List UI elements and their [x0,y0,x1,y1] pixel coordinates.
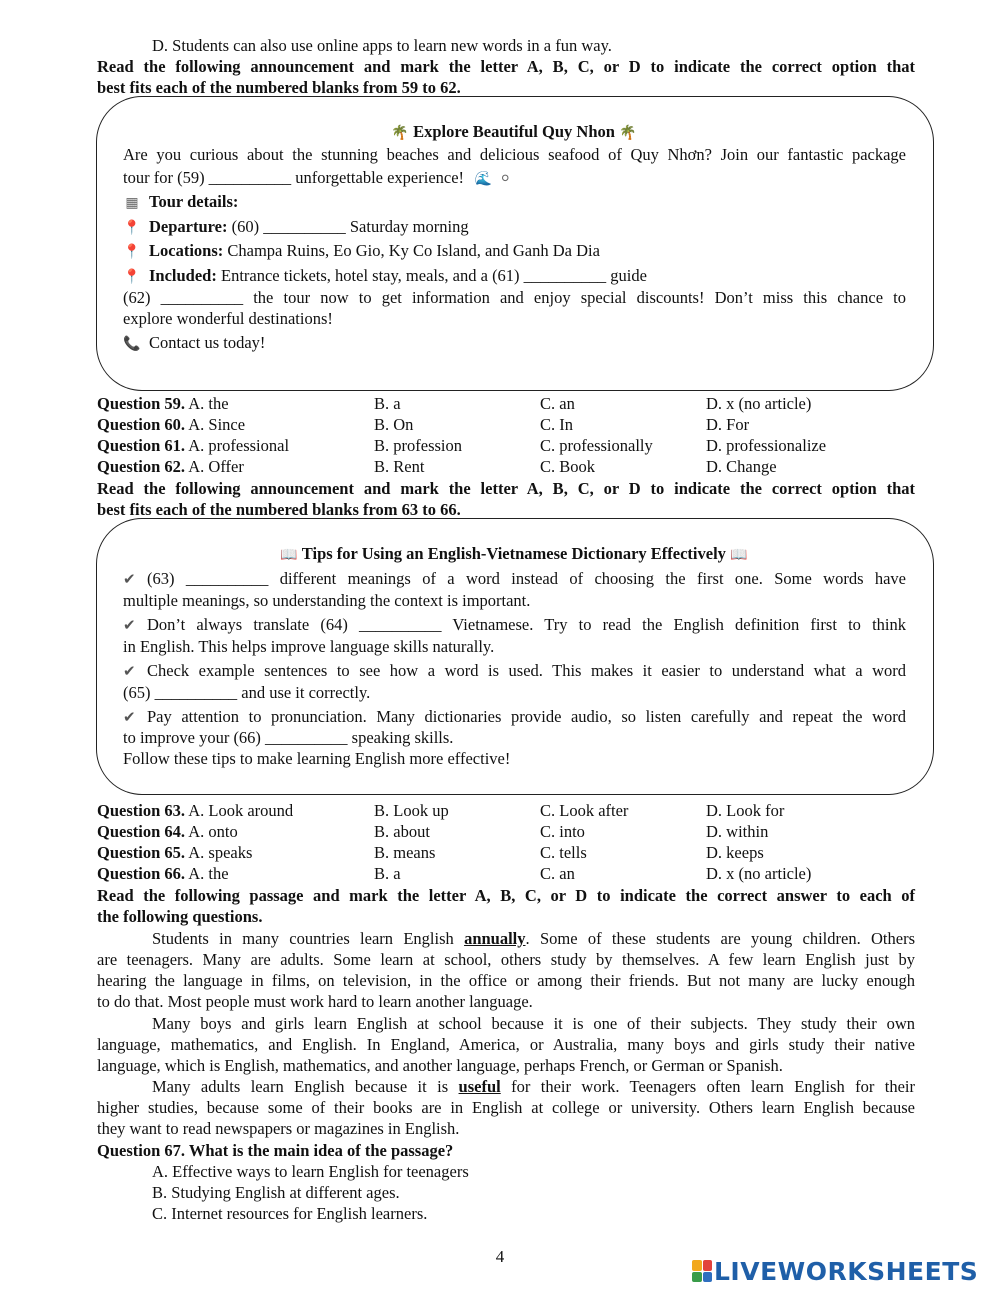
passage-p2-line2: language, mathematics, and English. In England, America, or Australia, many boys and girls study their native [97,1035,915,1054]
pin-icon: 📍 [123,220,141,236]
underlined-word: annually [464,929,526,948]
liveworksheets-logo[interactable] [692,1256,978,1286]
question-label: Question 60. [97,415,186,434]
included-label: Included: [149,266,217,285]
option-a[interactable]: A. professional [188,436,290,455]
palm-tree-icon: 🌴 [391,125,409,141]
locations-label: Locations: [149,241,224,260]
box1-para2-text: tour for (59) __________ unforgettable experience! [123,168,465,187]
instruction-1-line1: Read the following announcement and mark the letter A, B, C, or D to indicate the correct option that [97,57,915,76]
page-number: 4 [495,1247,505,1266]
passage-text: Many adults learn English because it is [152,1077,459,1096]
option-d[interactable]: D. Change [706,457,777,476]
box1-para4: explore wonderful destinations! [123,309,333,328]
question-label: Question 63. [97,801,186,820]
check-icon: ✔ [123,708,136,726]
question-row [97,842,917,863]
box1-para1: Are you curious about the stunning beaches and delicious seafood of Quy Nhơn? Join our fantastic package [123,145,906,164]
passage-p1-line4: to do that. Most people must work hard to learn another language. [97,992,533,1011]
question-label: Question 66. [97,864,186,883]
question-row [97,435,917,456]
option-c[interactable]: C. an [540,394,575,413]
option-b[interactable]: B. a [374,394,401,413]
option-c[interactable]: C. into [540,822,585,841]
question-row [97,821,917,842]
box1-departure [123,216,906,239]
question-label: Question 59. [97,394,186,413]
check-icon: ✔ [123,616,136,634]
check-icon: ✔ [123,662,136,680]
option-b[interactable]: B. means [374,843,436,862]
box2-closing: Follow these tips to make learning English more effective! [123,749,511,768]
top-option-d: D. Students can also use online apps to learn new words in a fun way. [152,36,612,55]
passage-p3-line3: they want to read newspapers or magazines in English. [97,1119,460,1138]
contact-text: Contact us today! [149,333,266,352]
question-row [97,456,917,477]
option-b[interactable]: B. Look up [374,801,449,820]
wave-icon: 🌊 [474,171,492,187]
instruction-3-line1: Read the following passage and mark the letter A, B, C, or D to indicate the correct answer to each of [97,886,915,905]
brand-icon [692,1260,712,1282]
underlined-word: useful [458,1077,501,1096]
option-c[interactable]: C. tells [540,843,587,862]
option-a[interactable]: A. Since [188,415,246,434]
passage-p1-line1 [152,928,915,949]
departure-label: Departure: [149,217,228,236]
instruction-2-line1: Read the following announcement and mark the letter A, B, C, or D to indicate the correct option that [97,479,915,498]
brand-text: LIVEWORKSHEETS [714,1256,979,1286]
passage-text: . Some of these students are young children. Others [525,929,915,948]
departure-text: (60) __________ Saturday morning [231,217,469,236]
option-a[interactable]: A. the [188,864,229,883]
option-c[interactable]: C. Book [540,457,596,476]
passage-p3-line1 [152,1076,915,1097]
box2-title [96,543,932,566]
pin-icon: 📍 [123,244,141,260]
shell-icon: ⚪ [499,171,512,187]
box1-para3: (62) __________ the tour now to get information and enjoy special discounts! Don’t miss this chance to [123,288,906,307]
phone-icon: 📞 [123,336,141,352]
option-a[interactable]: A. Offer [188,457,244,476]
passage-p3-line2: higher studies, because some of their books are in English at college or university. Others learn English because [97,1098,915,1117]
tip-3-line2: (65) __________ and use it correctly. [123,683,371,702]
option-a[interactable]: A. speaks [188,843,253,862]
option-b[interactable]: B. On [374,415,414,434]
q67-option-c[interactable]: C. Internet resources for English learners. [152,1204,428,1223]
box1-title-text: Explore Beautiful Quy Nhon [413,122,615,141]
option-b[interactable]: B. Rent [374,457,425,476]
option-d[interactable]: D. x (no article) [706,394,812,413]
passage-text: Students in many countries learn English [152,929,465,948]
instruction-1-line2: best fits each of the numbered blanks from 59 to 62. [97,78,461,97]
tip-3-line1 [123,660,906,682]
box2-title-text: Tips for Using an English-Vietnamese Dictionary Effectively [301,544,726,563]
option-c[interactable]: C. In [540,415,573,434]
tip-4-line2: to improve your (66) __________ speaking skills. [123,728,454,747]
option-a[interactable]: A. Look around [188,801,294,820]
tip-1-text: (63) __________ different meanings of a word instead of choosing the first one. Some words have [147,569,906,588]
option-c[interactable]: C. an [540,864,575,883]
option-d[interactable]: D. professionalize [706,436,827,455]
option-d[interactable]: D. keeps [706,843,764,862]
book-icon: 📖 [730,547,748,563]
question-row [97,800,917,821]
tip-4-line1 [123,706,906,728]
tip-2-line2: in English. This helps improve language skills naturally. [123,637,495,656]
question-row [97,393,917,414]
option-c[interactable]: C. Look after [540,801,629,820]
box1-contact [123,332,906,355]
palm-tree-icon: 🌴 [619,125,637,141]
option-b[interactable]: B. a [374,864,401,883]
tip-1-line1 [123,568,906,590]
question-row [97,863,917,884]
locations-text: Champa Ruins, Eo Gio, Ky Co Island, and Ganh Da Dia [227,241,600,260]
passage-text: for their work. Teenagers often learn English for their [500,1077,915,1096]
tour-details-label: Tour details: [149,192,239,211]
question-label: Question 64. [97,822,186,841]
passage-p2-line3: language, which is English, mathematics, and another language, perhaps French, or German or Spanish. [97,1056,783,1075]
question-row [97,414,917,435]
option-d[interactable]: D. For [706,415,750,434]
box1-tour-details [123,191,906,214]
box1-title [96,121,932,144]
tip-2-text: Don’t always translate (64) __________ Vietnamese. Try to read the English definition first to think [147,615,906,634]
box1-locations [123,240,906,263]
pin-icon: 📍 [123,269,141,285]
option-c[interactable]: C. professionally [540,436,653,455]
option-d[interactable]: D. within [706,822,769,841]
q67-option-b[interactable]: B. Studying English at different ages. [152,1183,400,1202]
option-d[interactable]: D. x (no article) [706,864,812,883]
option-a[interactable]: A. the [188,394,229,413]
question-label: Question 61. [97,436,186,455]
book-icon: 📖 [280,547,298,563]
option-d[interactable]: D. Look for [706,801,785,820]
tip-3-text: Check example sentences to see how a word is used. This makes it easier to understand what a word [147,661,906,680]
passage-p1-line3: hearing the language in films, on television, in the office or among their friends. But not many are lucky enough [97,971,915,990]
passage-p1-line2: are teenagers. Many are adults. Some learn at school, others study by themselves. A few learn English just by [97,950,915,969]
tip-1-line2: multiple meanings, so understanding the context is important. [123,591,531,610]
calendar-icon: ▦ [125,195,139,211]
box1-included [123,265,906,288]
question-67-stem: Question 67. What is the main idea of the passage? [97,1141,454,1160]
question-label: Question 65. [97,843,186,862]
option-a[interactable]: A. onto [188,822,238,841]
instruction-3-line2: the following questions. [97,907,263,926]
check-icon: ✔ [123,570,136,588]
box1-para2 [123,167,906,190]
question-label: Question 62. [97,457,186,476]
option-b[interactable]: B. profession [374,436,462,455]
passage-p2-line1: Many boys and girls learn English at school because it is one of their subjects. They study their own [152,1014,915,1033]
instruction-2-line2: best fits each of the numbered blanks from 63 to 66. [97,500,461,519]
tip-2-line1 [123,614,906,636]
option-b[interactable]: B. about [374,822,430,841]
included-text: Entrance tickets, hotel stay, meals, and a (61) __________ guide [220,266,647,285]
q67-option-a[interactable]: A. Effective ways to learn English for teenagers [152,1162,469,1181]
tip-4-text: Pay attention to pronunciation. Many dictionaries provide audio, so listen carefully and repeat the word [147,707,906,726]
